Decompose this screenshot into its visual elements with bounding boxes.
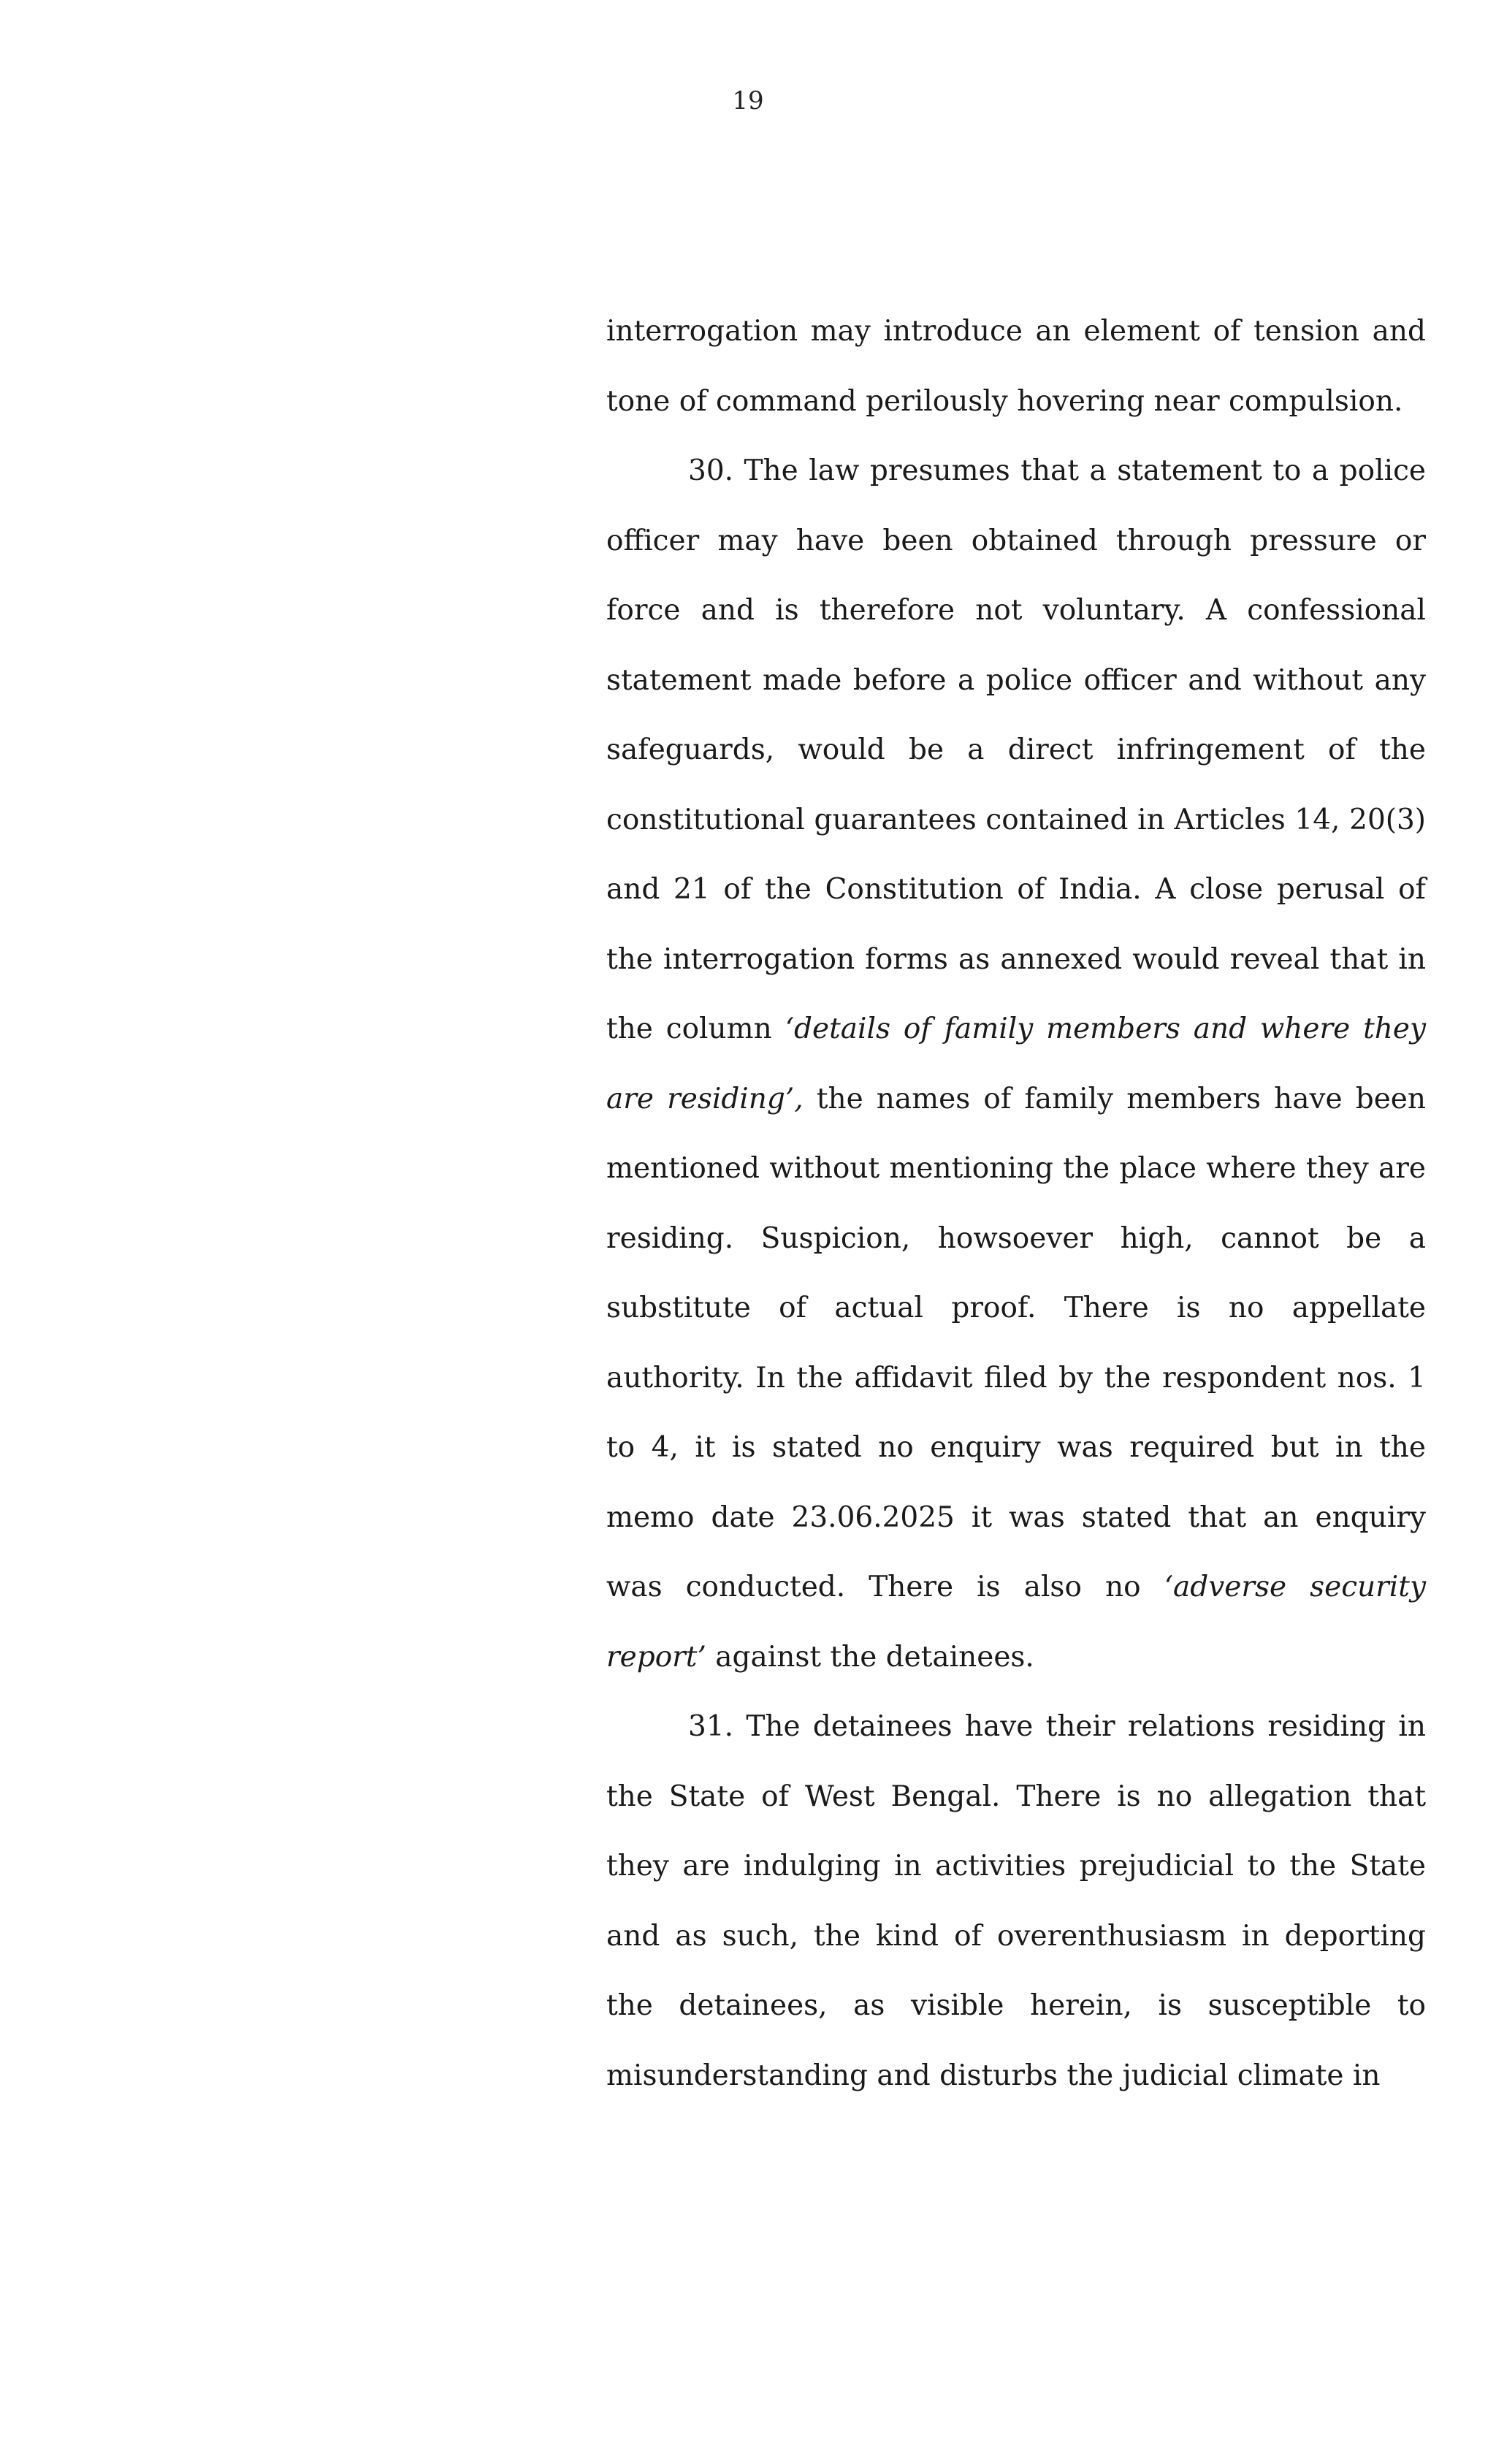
text-run: against the detainees.	[706, 1640, 1034, 1674]
paragraph-31	[606, 1692, 1426, 2110]
paragraph-30	[606, 436, 1426, 1692]
italic-quote-security-report: ‘adverse security report’	[606, 1571, 1426, 1674]
text-run: 31. The detainees have their relations residing in the State of West Bengal. There is no allegation that they are indulging in activities prejudicial to the State and as such, the kind of overenthusiasm in deporting the detainees, as visible herein, is susceptible to misunderstanding and disturbs the judicial climate in	[606, 1710, 1426, 2092]
italic-quote-family-details: ‘details of family members and where they are residing’,	[606, 1012, 1426, 1115]
paragraph-continuation	[606, 297, 1426, 436]
text-run: interrogation may introduce an element of tension and tone of command perilously hovering near compulsion.	[606, 315, 1426, 418]
page-number: 19	[732, 86, 764, 115]
text-run: 30. The law presumes that a statement to a police officer may have been obtained through pressure or force and is therefore not voluntary. A confessional statement made before a police officer and without any safeguards, would be a direct infringement of the constitutional guarantees contained in Articles 14, 20(3) and 21 of the Constitution of India. A close perusal of the interrogation forms as annexed would reveal that in the column	[606, 454, 1426, 1045]
judgment-body	[606, 297, 1426, 2110]
text-run: the names of family members have been mentioned without mentioning the place where they are residing. Suspicion, howsoever high, cannot be a substitute of actual proof. There is no appellate authority. In the affidavit filed by the respondent nos. 1 to 4, it is stated no enquiry was required but in the memo date 23.06.2025 it was stated that an enquiry was conducted. There is also no	[606, 1082, 1426, 1603]
